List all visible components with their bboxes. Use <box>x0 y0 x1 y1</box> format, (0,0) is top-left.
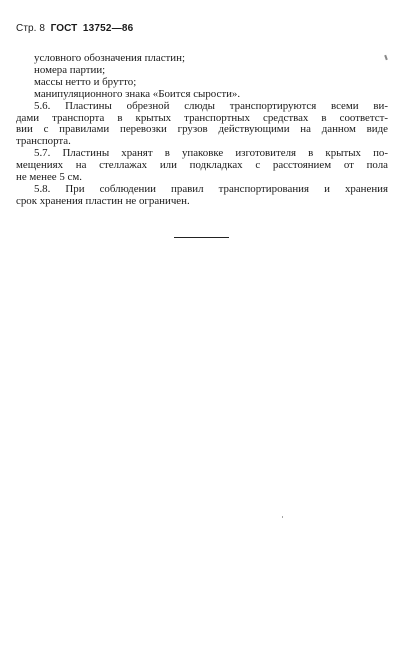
text-line: вии с правилами перевозки грузов действующими на данном виде <box>16 123 388 136</box>
text-line: номера партии; <box>34 63 106 76</box>
text-line: транспорта. <box>16 135 71 148</box>
text-line: не менее 5 см. <box>16 171 82 184</box>
text-line: 5.6. Пластины обрезной слюды транспортируются всеми ви- <box>34 99 388 112</box>
scan-speck <box>282 516 283 518</box>
page-number: Стр. 8 <box>16 23 46 34</box>
page-header <box>16 23 133 34</box>
body-text <box>16 53 388 208</box>
text-line: дами транспорта в крытых транспортных средствах в соответст- <box>16 111 388 124</box>
text-line: мещениях на стеллажах или подкладках с расстоянием от пола <box>16 159 388 172</box>
text-line: массы нетто и брутто; <box>34 75 137 88</box>
text-line: условного обозначения пластин; <box>34 52 185 64</box>
text-line: манипуляционного знака «Боится сырости». <box>34 87 241 100</box>
text-line: срок хранения пластин не ограничен. <box>16 194 190 207</box>
text-line: 5.8. При соблюдении правил транспортирования и хранения <box>34 182 388 195</box>
standard-label: ГОСТ <box>50 23 78 34</box>
text-line: 5.7. Пластины хранят в упаковке изготовителя в крытых по- <box>34 147 388 160</box>
end-rule <box>174 237 229 238</box>
standard-number: 13752—86 <box>82 23 134 34</box>
